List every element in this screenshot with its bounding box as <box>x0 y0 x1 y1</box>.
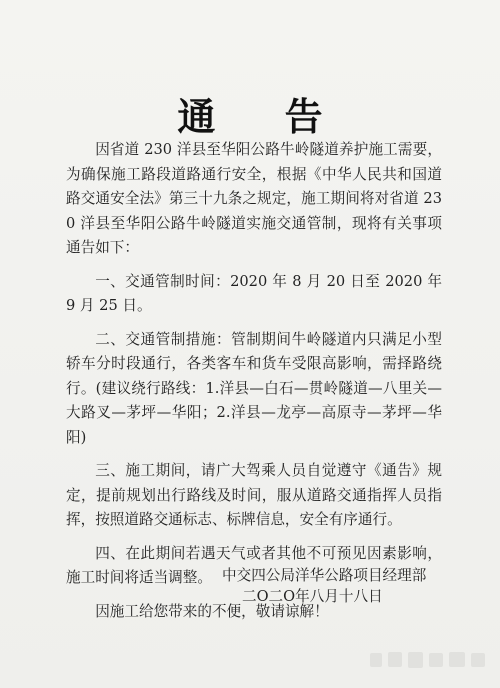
notice-title: 通 告 <box>177 95 351 139</box>
faint-watermark <box>368 647 488 673</box>
control-time-paragraph: 一、交通管制时间：2020 年 8 月 20 日至 2020 年 9 月 25 日。 <box>66 272 442 314</box>
schedule-adjustment-paragraph: 四、在此期间若遇天气或者其他不可预见因素影响，施工时间将适当调整。 <box>66 544 442 586</box>
signature-date: 二O二O年八月十八日 <box>242 588 383 605</box>
intro-paragraph: 因省道 230 洋县至华阳公路牛岭隧道养护施工需要，为确保施工路段道路通行安全，根据《中华人民共和国道路交通安全法》第三十九条之规定，施工期间将对省道 230 洋县至华阳公路牛岭隧道实施交通管制，现将有关事项通告如下： <box>66 141 442 256</box>
apology-paragraph: 因施工给您带来的不便，敬请谅解！ <box>95 602 329 620</box>
driver-guidance-paragraph: 三、施工期间，请广大驾乘人员自觉遵守《通告》规定，提前规划出行路线及时间，服从道路交通指挥人员指挥，按照道路交通标志、标牌信息，安全有序通行。 <box>66 462 442 528</box>
signature-organization: 中交四公局洋华公路项目经理部 <box>222 567 427 584</box>
control-measures-paragraph: 二、交通管制措施：管制期间牛岭隧道内只满足小型轿车分时段通行，各类客车和货车受限高影响，需择路绕行。(建议绕行路线：1.洋县—白石—贯岭隧道—八里关—大路叉—茅坪—华阳；2.洋县—龙亭—高原寺—茅坪—华阳) <box>66 330 442 446</box>
notice-body <box>66 138 442 633</box>
